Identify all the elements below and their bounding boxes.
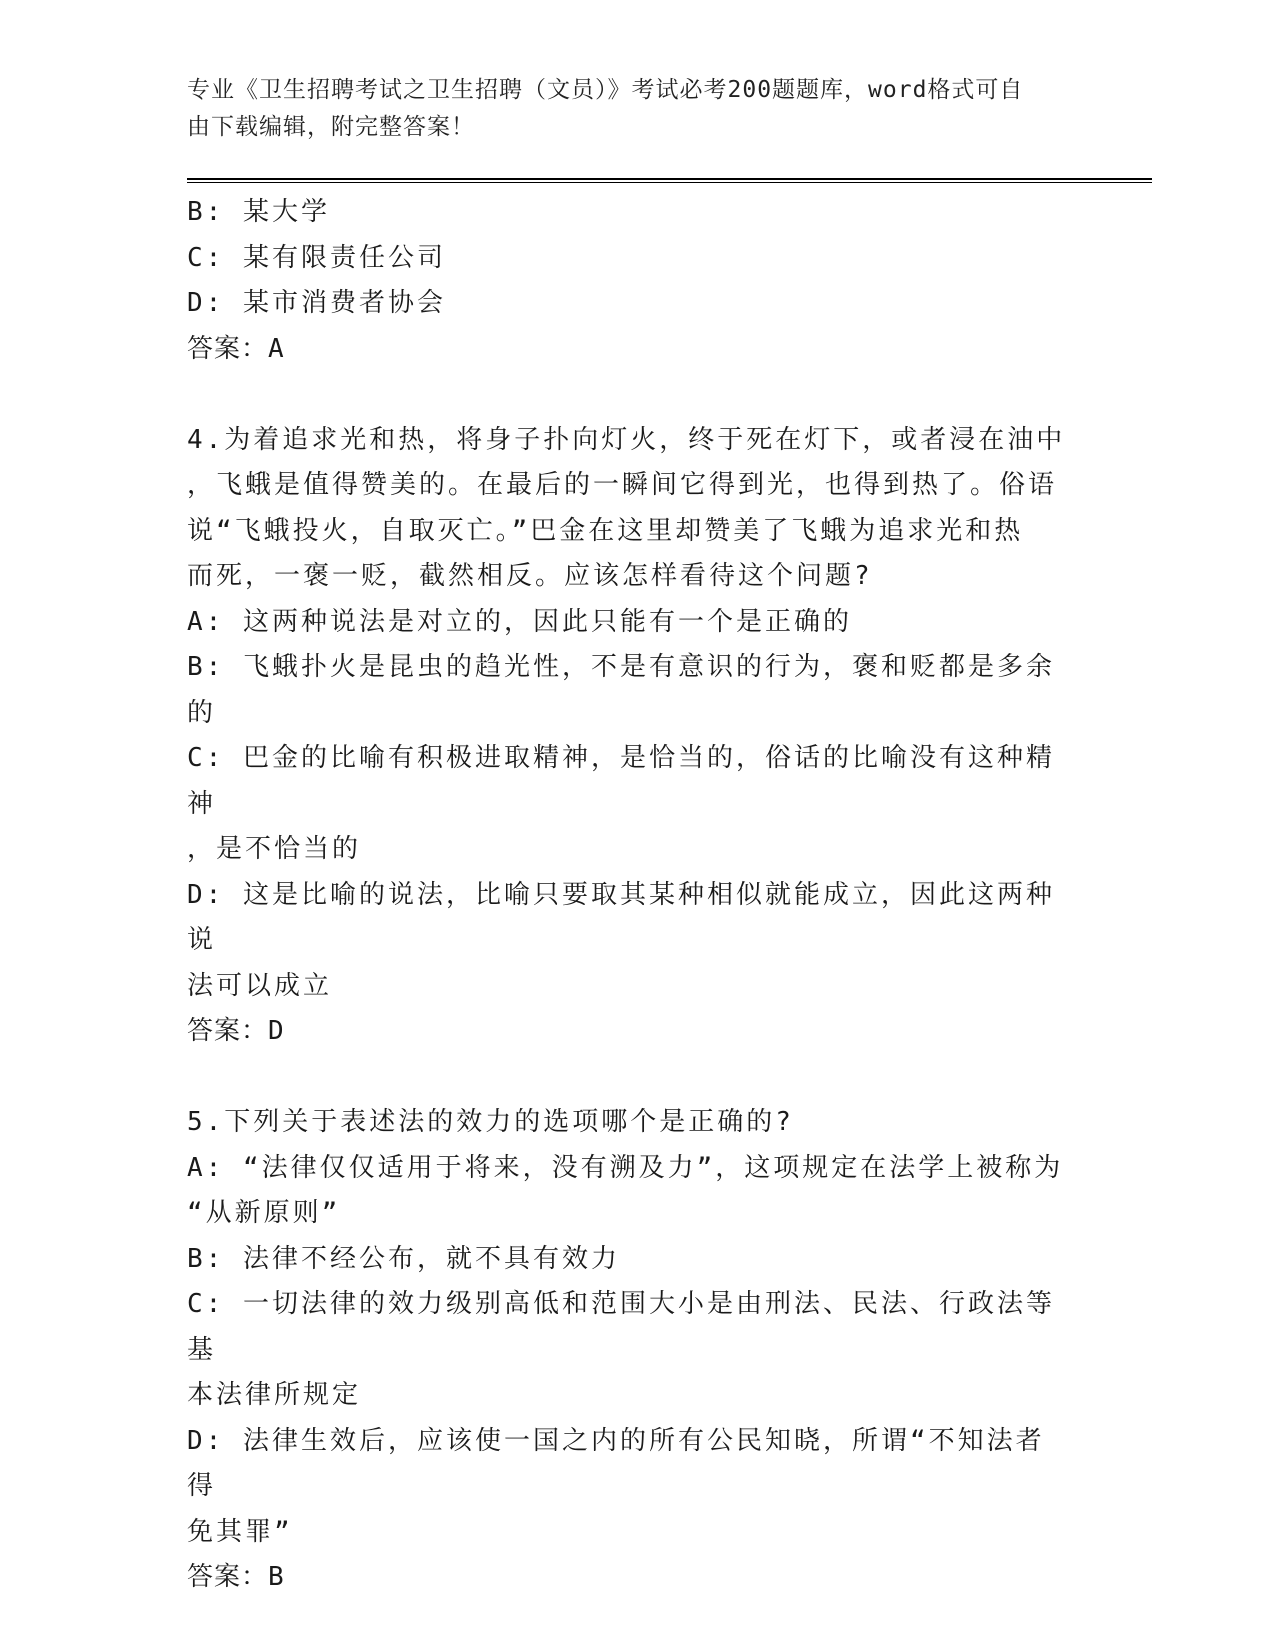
question-spacer bbox=[187, 1055, 1067, 1101]
question-stem-line: 说“飞蛾投火，自取灭亡。”巴金在这里却赞美了飞蛾为追求光和热 bbox=[187, 515, 1024, 546]
answer-value: A bbox=[268, 333, 285, 364]
question-3-tail bbox=[187, 190, 1067, 372]
answer-line bbox=[187, 327, 1067, 373]
answer-value: D bbox=[268, 1016, 285, 1046]
answer-value: B bbox=[268, 1562, 285, 1592]
option-c-continued: ，是不恰当的 bbox=[187, 834, 362, 864]
option-d-continued: 法可以成立 bbox=[187, 970, 333, 1001]
answer-label: 答案： bbox=[187, 1016, 269, 1046]
option-d: D: 法律生效后，应该使一国之内的所有公民知晓，所谓“不知法者得 bbox=[187, 1425, 1045, 1501]
question-stem-line: 4.为着追求光和热，将身子扑向灯火，终于死在灯下，或者浸在油中 bbox=[187, 424, 1066, 455]
option-c-continued: 本法律所规定 bbox=[187, 1380, 362, 1410]
question-4 bbox=[187, 418, 1067, 1055]
option-b: B: 法律不经公布，就不具有效力 bbox=[187, 1243, 620, 1274]
question-stem-line: 5.下列关于表述法的效力的选项哪个是正确的? bbox=[187, 1107, 794, 1137]
option-c: C: 一切法律的效力级别高低和范围大小是由刑法、民法、行政法等基 bbox=[187, 1289, 1055, 1365]
answer-line bbox=[187, 1555, 1067, 1601]
option-a: A: “法律仅仅适用于将来，没有溯及力”，这项规定在法学上被称为 bbox=[187, 1152, 1064, 1183]
option-d: D: 某市消费者协会 bbox=[187, 288, 446, 318]
header-line-2: 由下载编辑，附完整答案！ bbox=[187, 114, 475, 140]
option-c: C: 某有限责任公司 bbox=[187, 242, 446, 273]
question-stem-line: ，飞蛾是值得赞美的。在最后的一瞬间它得到光，也得到热了。俗语 bbox=[187, 470, 1058, 500]
answer-label: 答案： bbox=[187, 333, 269, 364]
document-body bbox=[187, 190, 1067, 1601]
option-d: D: 这是比喻的说法，比喻只要取其某种相似就能成立，因此这两种说 bbox=[187, 879, 1055, 955]
question-5 bbox=[187, 1100, 1067, 1601]
answer-line bbox=[187, 1009, 1067, 1055]
answer-label: 答案： bbox=[187, 1562, 269, 1592]
option-b: B: 飞蛾扑火是昆虫的趋光性，不是有意识的行为，褒和贬都是多余的 bbox=[187, 652, 1055, 728]
option-b: B: 某大学 bbox=[187, 197, 330, 227]
header-divider bbox=[187, 178, 1152, 183]
document-header bbox=[187, 72, 1067, 146]
question-stem-line: 而死，一褒一贬，截然相反。应该怎样看待这个问题? bbox=[187, 561, 873, 591]
option-a-continued: “从新原则” bbox=[187, 1198, 341, 1228]
option-c: C: 巴金的比喻有积极进取精神，是恰当的，俗话的比喻没有这种精神 bbox=[187, 743, 1055, 819]
question-spacer bbox=[187, 372, 1067, 418]
header-line-1: 专业《卫生招聘考试之卫生招聘（文员）》考试必考200题题库，word格式可自 bbox=[187, 77, 1024, 103]
option-a: A: 这两种说法是对立的，因此只能有一个是正确的 bbox=[187, 606, 852, 637]
option-d-continued: 免其罪” bbox=[187, 1516, 293, 1547]
